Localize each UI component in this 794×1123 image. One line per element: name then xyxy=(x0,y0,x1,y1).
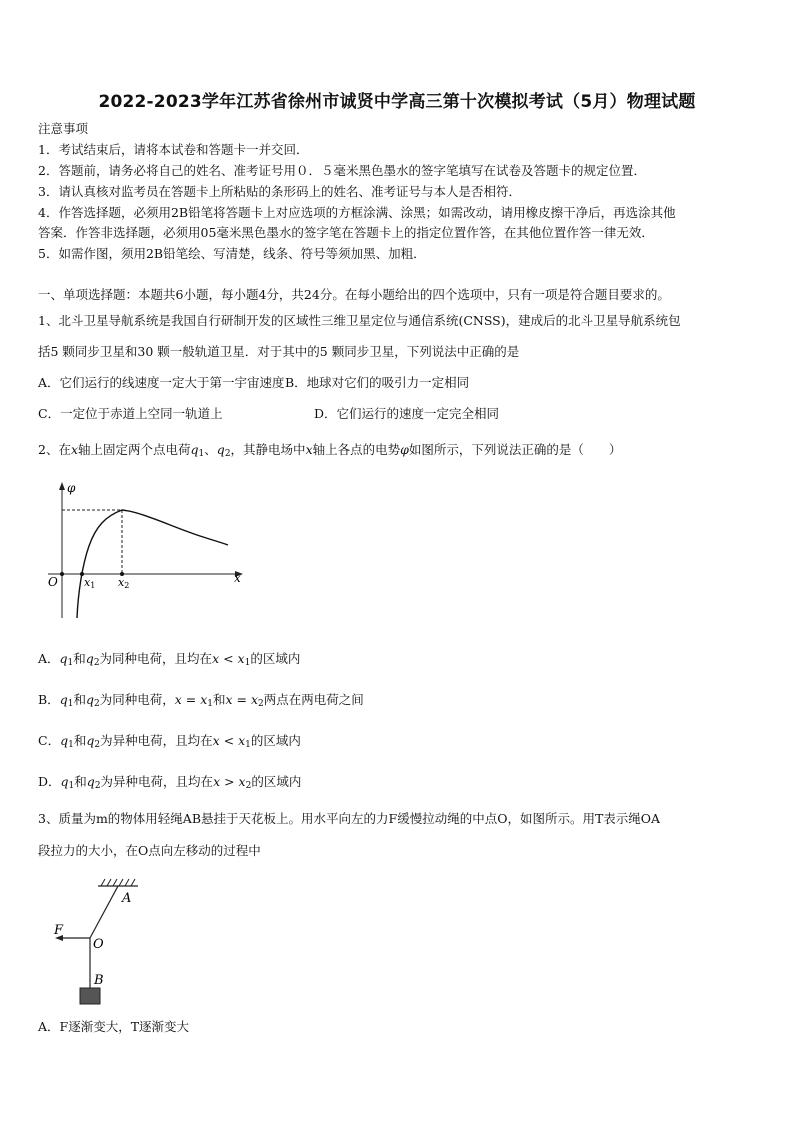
potential-graph xyxy=(40,476,260,626)
note-item: 3．请认真核对监考员在答题卡上所粘贴的条形码上的姓名、准考证号与本人是否相符． xyxy=(38,184,521,199)
rope-oa xyxy=(90,886,118,938)
section-heading: 一、单项选择题：本题共6小题，每小题4分，共24分。在每小题给出的四个选项中，只有一项是符合题目要求的。 xyxy=(38,287,670,302)
q1-option-d: D．它们运行的速度一定完全相同 xyxy=(314,406,500,421)
q2-option-d: D．$q_1$和$q_2$为异种电荷，且均在$x > x_2$的区域内 xyxy=(38,774,302,791)
q3-option-a: A．F逐渐变大，T逐渐变大 xyxy=(38,1019,190,1034)
note-item: 2．答题前，请务必将自己的姓名、准考证号用０．５毫米黑色墨水的签字笔填写在试卷及答题卡的规定位置． xyxy=(38,163,646,178)
label-o: O xyxy=(93,937,104,952)
q1-option-b: B．地球对它们的吸引力一定相同 xyxy=(285,375,470,390)
label-f: F xyxy=(54,923,64,938)
potential-curve xyxy=(77,510,228,618)
q1-option-c: C．一定位于赤道上空同一轨道上 xyxy=(38,406,223,421)
label-b: B xyxy=(94,973,104,988)
q2-option-a: A．$q_1$和$q_2$为同种电荷，且均在$x < x_1$的区域内 xyxy=(38,651,301,668)
q2-option-c: C．$q_1$和$q_2$为异种电荷，且均在$x < x_1$的区域内 xyxy=(38,733,301,750)
notes-heading: 注意事项 xyxy=(38,121,89,136)
x1-label: x1 xyxy=(84,576,96,590)
q2-stem: 2、在x轴上固定两个点电荷$q_1$、$q_2$，其静电场中x轴上各点的电势φ如图所示，下列说法正确的是（ ） xyxy=(38,442,622,459)
note-item: 答案．作答非选择题，必须用05毫米黑色墨水的签字笔在答题卡上的指定位置作答，在其他位置作答一律无效． xyxy=(38,225,654,240)
note-item: 1．考试结束后，请将本试卷和答题卡一并交回． xyxy=(38,142,309,157)
x-axis xyxy=(48,571,243,577)
origin-label: O xyxy=(48,575,58,589)
q3-stem-line2: 段拉力的大小，在O点向左移动的过程中 xyxy=(38,843,261,858)
x-axis-label: x xyxy=(234,571,241,585)
q2-option-b: B．$q_1$和$q_2$为同种电荷，$x = x_1$和$x = x_2$两点在两电荷之间 xyxy=(38,692,364,709)
y-axis-label: φ xyxy=(67,481,76,495)
q1-stem-line2: 括5 颗同步卫星和30 颗一般轨道卫星．对于其中的5 颗同步卫星，下列说法中正确的是 xyxy=(38,344,520,359)
origin-point xyxy=(60,572,64,576)
page-title: 2022-2023学年江苏省徐州市诚贤中学高三第十次模拟考试（5月）物理试题 xyxy=(98,92,696,112)
rope-figure xyxy=(46,876,156,1008)
y-axis xyxy=(59,482,65,618)
q1-option-a: A．它们运行的线速度一定大于第一宇宙速度 xyxy=(38,375,285,390)
note-item: 4．作答选择题，必须用2B铅笔将答题卡上对应选项的方框涂满、涂黑；如需改动，请用橡皮擦干净后，再选涂其他 xyxy=(38,205,676,220)
x2-label: x2 xyxy=(118,576,130,590)
ceiling xyxy=(98,879,138,886)
q3-stem-line1: 3、质量为m的物体用轻绳AB悬挂于天花板上。用水平向左的力F缓慢拉动绳的中点O，如图所示。用T表示绳OA xyxy=(38,811,661,826)
q1-stem-line1: 1、北斗卫星导航系统是我国自行研制开发的区域性三维卫星定位与通信系统(CNSS)，建成后的北斗卫星导航系统包 xyxy=(38,313,681,328)
note-item: 5．如需作图，须用2B铅笔绘、写清楚，线条、符号等须加黑、加粗． xyxy=(38,246,426,261)
label-a: A xyxy=(122,891,132,906)
mass-block xyxy=(80,988,100,1004)
